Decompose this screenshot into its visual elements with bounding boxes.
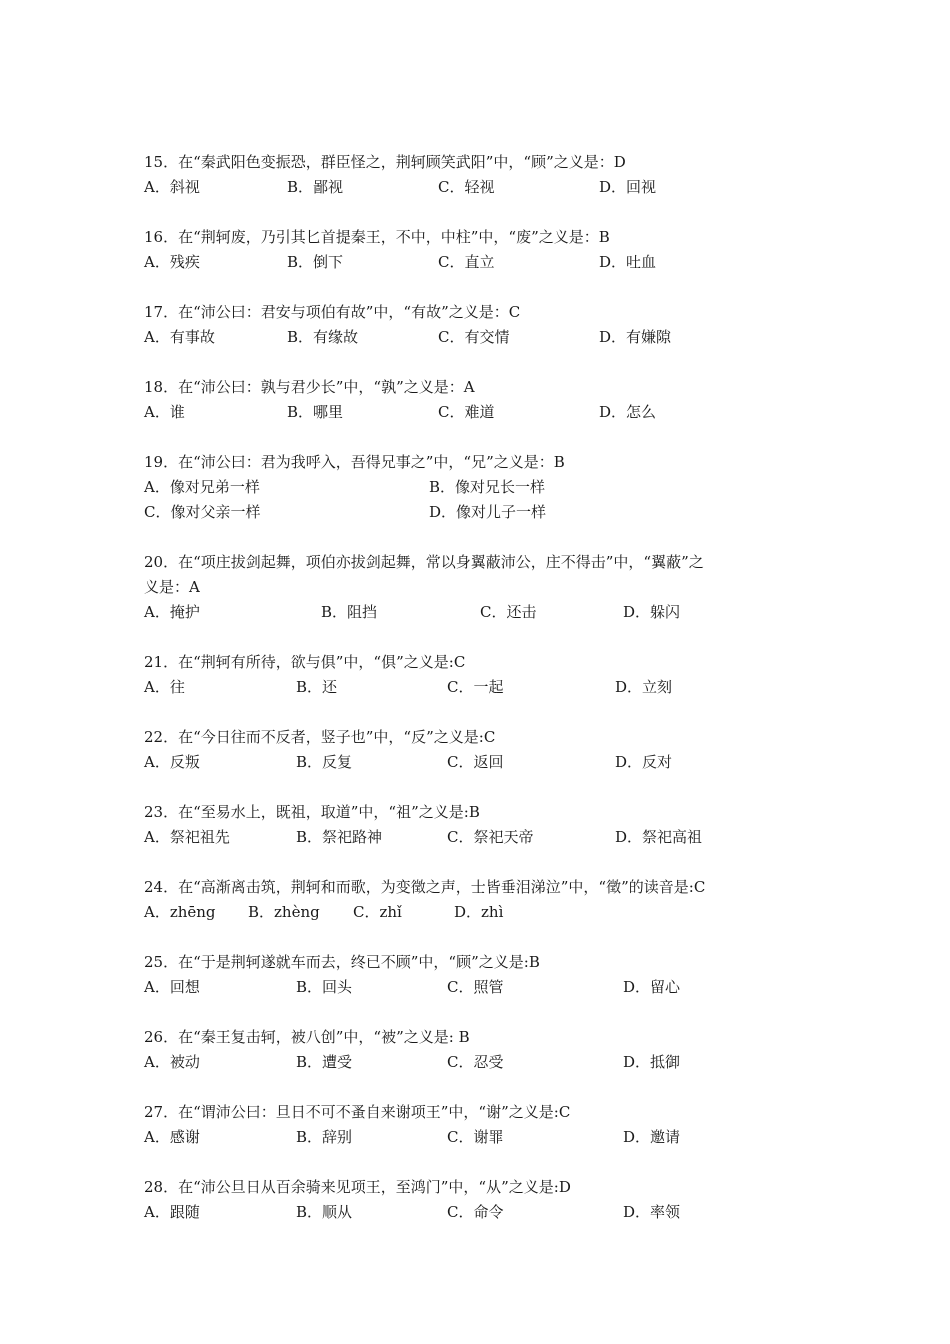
option-b: B．反复	[296, 753, 353, 771]
options-row	[144, 400, 824, 425]
question-stem: 27．在“谓沛公曰：旦日不可不蚤自来谢项王”中，“谢”之义是:C	[144, 1103, 571, 1121]
option-d: D．留心	[623, 978, 681, 996]
options-row	[144, 825, 824, 850]
option-d: D．有嫌隙	[599, 328, 672, 346]
option-c: C．一起	[447, 678, 504, 696]
question-24	[144, 875, 824, 925]
options-row	[144, 325, 824, 350]
question-25	[144, 950, 824, 1000]
option-c: C．轻视	[438, 178, 495, 196]
options-row	[144, 600, 824, 625]
question-18	[144, 375, 824, 425]
option-b: B．哪里	[287, 403, 344, 421]
option-c: C．难道	[438, 403, 495, 421]
option-d: D．像对儿子一样	[429, 503, 547, 521]
options-row	[144, 975, 824, 1000]
option-d: D．回视	[599, 178, 657, 196]
options-row	[144, 500, 824, 525]
option-c: C．谢罪	[447, 1128, 504, 1146]
options-row	[144, 475, 824, 500]
option-c: C．像对父亲一样	[144, 503, 261, 521]
option-a: A．回想	[144, 978, 200, 996]
options-row	[144, 675, 824, 700]
question-stem: 18．在“沛公曰：孰与君少长”中，“孰”之义是：A	[144, 378, 475, 396]
option-a: A．祭祀祖先	[144, 828, 230, 846]
question-stem: 28．在“沛公旦日从百余骑来见项王，至鸿门”中，“从”之义是:D	[144, 1178, 571, 1196]
option-b: B．鄙视	[287, 178, 344, 196]
option-a: A．像对兄弟一样	[144, 478, 260, 496]
question-stem: 26．在“秦王复击轲，被八创”中，“被”之义是: B	[144, 1028, 470, 1046]
question-16	[144, 225, 824, 275]
option-a: A．zhēng	[144, 903, 216, 921]
option-c: C．直立	[438, 253, 495, 271]
option-b: B．祭祀路神	[296, 828, 383, 846]
options-row	[144, 1125, 824, 1150]
option-b: B．还	[296, 678, 338, 696]
option-b: B．回头	[296, 978, 353, 996]
question-27	[144, 1100, 824, 1150]
option-c: C．祭祀天帝	[447, 828, 534, 846]
question-23	[144, 800, 824, 850]
option-c: C．返回	[447, 753, 504, 771]
options-row	[144, 250, 824, 275]
question-22	[144, 725, 824, 775]
option-a: A．掩护	[144, 603, 200, 621]
option-a: A．感谢	[144, 1128, 200, 1146]
options-row	[144, 1200, 824, 1225]
question-stem-continuation: 义是：A	[144, 578, 200, 596]
option-d: D．率领	[623, 1203, 681, 1221]
question-stem: 20．在“项庄拔剑起舞，项伯亦拔剑起舞，常以身翼蔽沛公，庄不得击”中，“翼蔽”之	[144, 553, 704, 571]
option-a: A．谁	[144, 403, 185, 421]
question-stem: 19．在“沛公曰：君为我呼入，吾得兄事之”中，“兄”之义是：B	[144, 453, 565, 471]
option-d: D．怎么	[599, 403, 657, 421]
option-a: A．往	[144, 678, 185, 696]
options-row	[144, 175, 824, 200]
option-b: B．像对兄长一样	[429, 478, 546, 496]
options-row	[144, 750, 824, 775]
question-stem: 15．在“秦武阳色变振恐，群臣怪之，荆轲顾笑武阳”中，“顾”之义是：D	[144, 153, 626, 171]
option-d: D．立刻	[615, 678, 673, 696]
option-a: A．被动	[144, 1053, 200, 1071]
option-a: A．有事故	[144, 328, 215, 346]
option-c: C．照管	[447, 978, 504, 996]
option-b: B．倒下	[287, 253, 344, 271]
option-d: D．吐血	[599, 253, 657, 271]
option-b: B．遭受	[296, 1053, 353, 1071]
option-c: C．还击	[480, 603, 537, 621]
option-a: A．跟随	[144, 1203, 200, 1221]
option-d: D．zhì	[454, 903, 504, 921]
question-19	[144, 450, 824, 525]
option-c: C．有交情	[438, 328, 510, 346]
question-28	[144, 1175, 824, 1225]
option-a: A．反叛	[144, 753, 200, 771]
options-row	[144, 900, 824, 925]
option-c: C．zhǐ	[353, 903, 402, 921]
question-stem: 24．在“高渐离击筑，荆轲和而歌，为变徵之声，士皆垂泪涕泣”中，“徵”的读音是:C	[144, 878, 706, 896]
option-b: B．辞别	[296, 1128, 353, 1146]
option-d: D．邀请	[623, 1128, 681, 1146]
options-row	[144, 1050, 824, 1075]
question-stem: 22．在“今日往而不反者，竖子也”中，“反”之义是:C	[144, 728, 496, 746]
question-17	[144, 300, 824, 350]
question-stem: 17．在“沛公曰：君安与项伯有故”中，“有故”之义是：C	[144, 303, 521, 321]
question-stem: 16．在“荆轲废，乃引其匕首提秦王，不中，中柱”中，“废”之义是：B	[144, 228, 610, 246]
option-a: A．斜视	[144, 178, 200, 196]
option-d: D．反对	[615, 753, 673, 771]
question-26	[144, 1025, 824, 1075]
question-stem: 23．在“至易水上，既祖，取道”中，“祖”之义是:B	[144, 803, 480, 821]
option-b: B．阻挡	[321, 603, 378, 621]
option-a: A．残疾	[144, 253, 200, 271]
option-c: C．命令	[447, 1203, 504, 1221]
option-d: D．抵御	[623, 1053, 681, 1071]
question-21	[144, 650, 824, 700]
option-d: D．祭祀高祖	[615, 828, 703, 846]
question-20	[144, 550, 824, 625]
option-c: C．忍受	[447, 1053, 504, 1071]
option-b: B．zhèng	[248, 903, 320, 921]
question-stem: 21．在“荆轲有所待，欲与俱”中，“俱”之义是:C	[144, 653, 466, 671]
question-15	[144, 150, 824, 200]
option-b: B．有缘故	[287, 328, 359, 346]
option-b: B．顺从	[296, 1203, 353, 1221]
question-stem: 25．在“于是荆轲遂就车而去，终已不顾”中，“顾”之义是:B	[144, 953, 540, 971]
option-d: D．躲闪	[623, 603, 681, 621]
question-list	[144, 150, 824, 1225]
